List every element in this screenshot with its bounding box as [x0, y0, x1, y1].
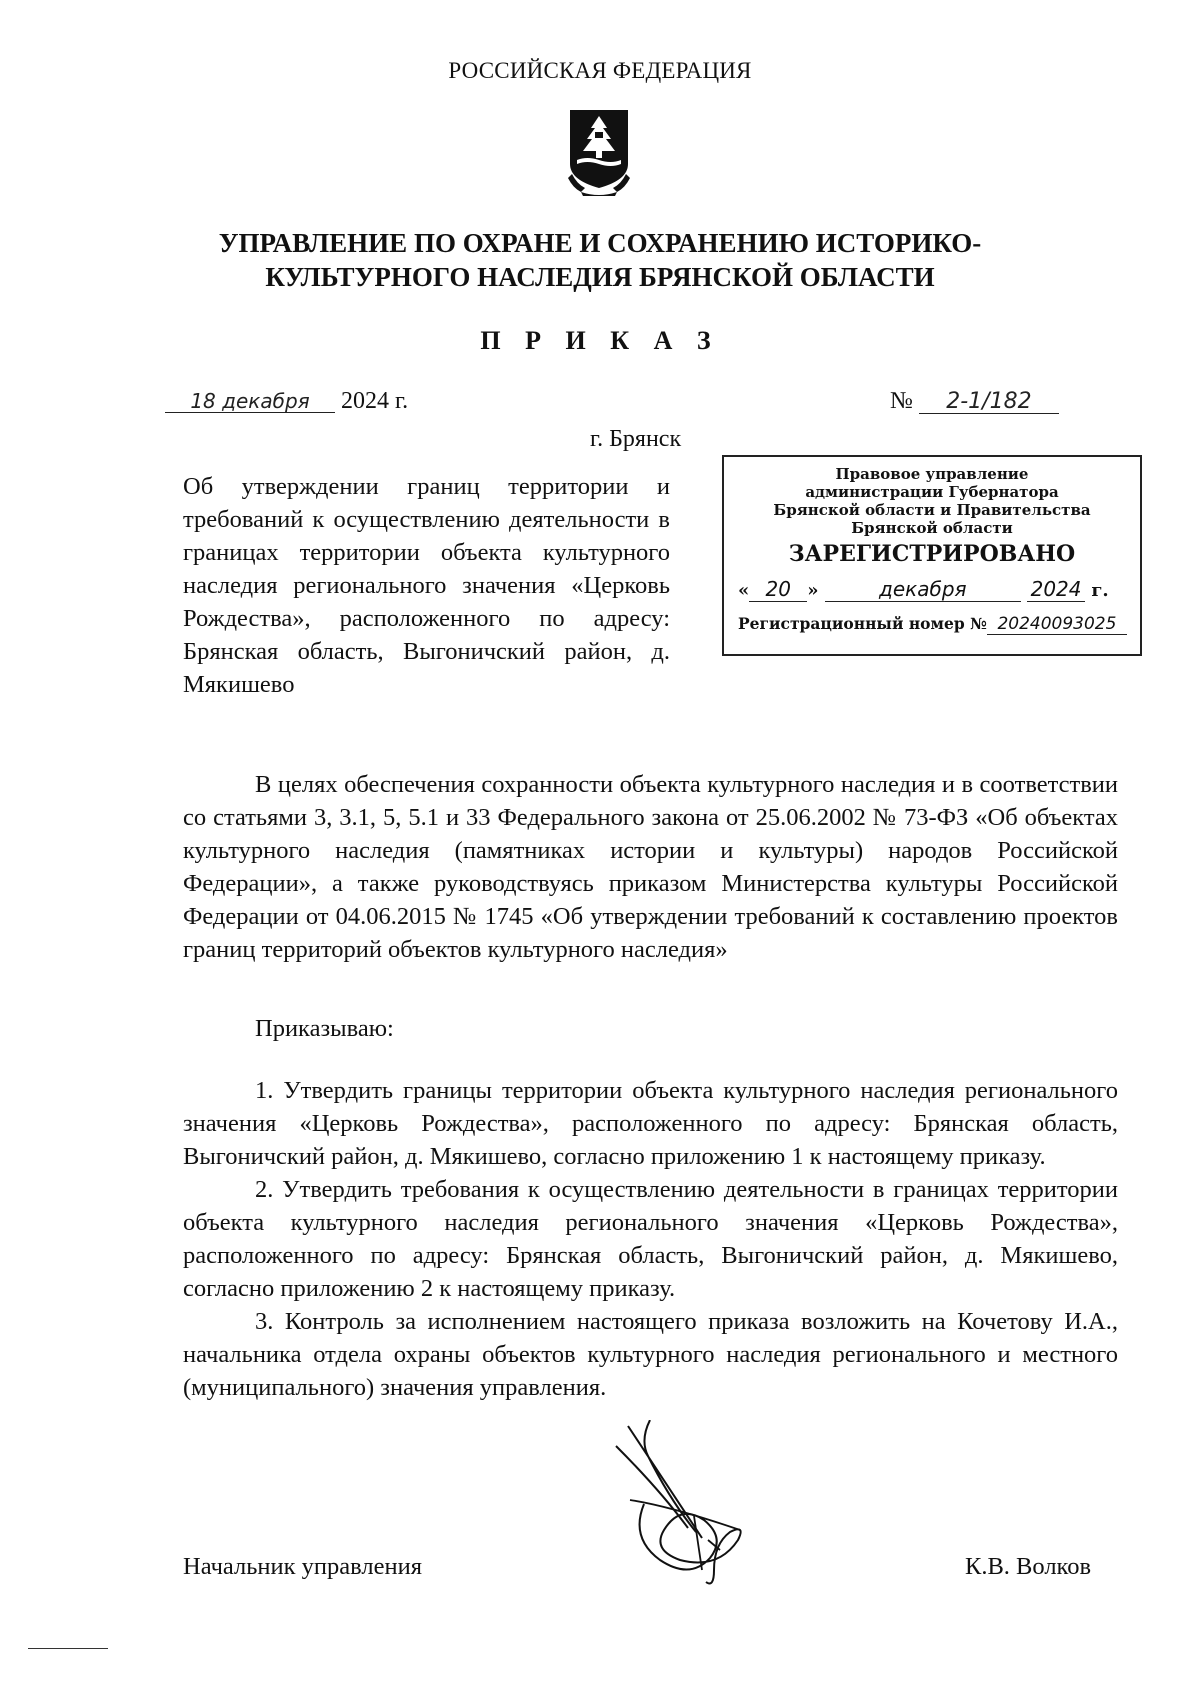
- stamp-quote-close: »: [807, 580, 819, 601]
- coat-of-arms-icon: [567, 108, 631, 196]
- stamp-year-suffix: г.: [1091, 580, 1109, 601]
- order-word-text: Приказываю:: [255, 1015, 394, 1042]
- stamp-year-handwritten: 2024: [1027, 577, 1085, 602]
- stamp-reg-label: Регистрационный номер №: [738, 614, 987, 633]
- order-word: [183, 1012, 1118, 1045]
- agency-name: [0, 226, 1200, 294]
- order-date-handwritten: 18 декабря: [165, 390, 335, 413]
- order-number: [890, 388, 1059, 415]
- order-number-handwritten: 2-1/182: [919, 391, 1059, 414]
- agency-name-line2: КУЛЬТУРНОГО НАСЛЕДИЯ БРЯНСКОЙ ОБЛАСТИ: [265, 262, 935, 292]
- registration-stamp: [722, 455, 1142, 656]
- order-date: [165, 388, 408, 415]
- footnote-rule: [28, 1648, 108, 1649]
- signatory-position: Начальник управления: [183, 1553, 422, 1580]
- signature-icon: [610, 1420, 770, 1590]
- order-item-3: 3. Контроль за исполнением настоящего приказа возложить на Кочетову И.А., начальника отдела охраны объектов культурного наследия регионального и местного (муниципального) значения управления.: [183, 1308, 1118, 1401]
- stamp-line-2: администрации Губернатора: [805, 483, 1059, 501]
- stamp-line-4: Брянской области: [851, 519, 1013, 537]
- stamp-reg-number-handwritten: 20240093025: [987, 614, 1127, 635]
- signatory-name: К.В. Волков: [965, 1553, 1092, 1580]
- order-title: П Р И К А З: [480, 326, 720, 355]
- order-number-prefix: №: [890, 388, 913, 414]
- stamp-quote-open: «: [738, 580, 750, 601]
- agency-name-line1: УПРАВЛЕНИЕ ПО ОХРАНЕ И СОХРАНЕНИЮ ИСТОРИКО-: [218, 228, 982, 258]
- order-city: г. Брянск: [590, 426, 682, 452]
- order-subject: Об утверждении границ территории и требований к осуществлению деятельности в границах территории объекта культурного наследия регионального значения «Церковь Рождества», расположенного по адресу: Брянская область, Выгоничский район, д. Мякишево: [183, 473, 670, 698]
- federation-title: РОССИЙСКАЯ ФЕДЕРАЦИЯ: [448, 58, 752, 83]
- preamble-text: В целях обеспечения сохранности объекта культурного наследия и в соответствии со статьями 3, 3.1, 5, 5.1 и 33 Федерального закона от 25.06.2002 № 73-ФЗ «Об объектах культурного наследия (памятниках истории и культуры) народов Российской Федерации», а также руководствуясь приказом Министерства культуры Российской Федерации от 04.06.2015 № 1745 «Об утверждении требований к составлению проектов границ территорий объектов культурного наследия»: [183, 771, 1118, 963]
- stamp-date: [738, 577, 1109, 602]
- order-item-1: 1. Утвердить границы территории объекта культурного наследия регионального значения «Церковь Рождества», расположенного по адресу: Брянская область, Выгоничский район, д. Мякишево, согласно приложению 1 к настоящему приказу.: [183, 1077, 1118, 1170]
- stamp-month-handwritten: декабря: [825, 577, 1021, 602]
- order-items: [183, 1074, 1118, 1404]
- stamp-day-handwritten: 20: [749, 577, 807, 602]
- stamp-line-1: Правовое управление: [835, 465, 1029, 483]
- stamp-line-3: Брянской области и Правительства: [773, 501, 1091, 519]
- preamble: [183, 768, 1118, 966]
- stamp-registered: ЗАРЕГИСТРИРОВАНО: [788, 541, 1076, 567]
- stamp-registration-number: [738, 614, 1127, 635]
- order-date-year: 2024 г.: [341, 388, 409, 414]
- order-item-2: 2. Утвердить требования к осуществлению деятельности в границах территории объекта культурного наследия регионального значения «Церковь Рождества», расположенного по адресу: Брянская область, Выгоничский район, д. Мякишево, согласно приложению 2 к настоящему приказу.: [183, 1176, 1118, 1302]
